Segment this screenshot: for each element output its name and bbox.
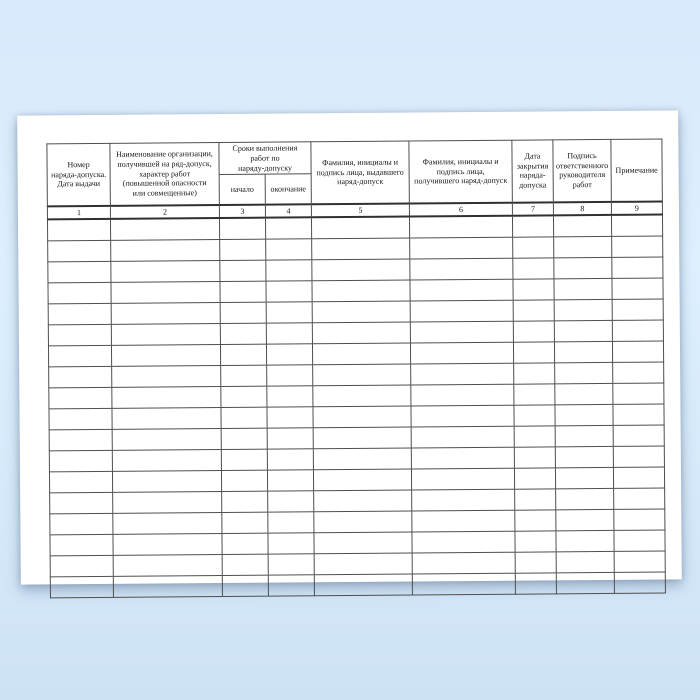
table-cell — [412, 573, 515, 595]
table-cell — [268, 491, 314, 512]
table-cell — [112, 470, 221, 492]
table-cell — [111, 344, 220, 366]
table-cell — [220, 260, 266, 281]
table-cell — [554, 341, 612, 362]
table-cell — [313, 364, 411, 386]
table-cell — [313, 448, 411, 470]
table-cell — [411, 468, 514, 490]
table-cell — [266, 323, 312, 344]
table-cell — [220, 344, 266, 365]
header-receiver-name-signature: Фамилия, инициалы и подпись лица, получившего наряд-допуск — [409, 140, 512, 203]
table-cell — [556, 551, 614, 572]
table-cell — [555, 383, 613, 404]
column-number-cell: 7 — [512, 202, 553, 215]
column-number-cell: 3 — [219, 204, 265, 217]
table-cell — [48, 240, 111, 261]
table-cell — [555, 467, 613, 488]
table-cell — [614, 509, 665, 530]
table-cell — [112, 407, 221, 429]
table-cell — [314, 490, 412, 512]
table-cell — [266, 281, 312, 302]
table-cell — [513, 300, 554, 321]
table-cell — [613, 362, 664, 383]
table-cell — [50, 492, 113, 513]
header-permit-close-date: Дата закрытия наряда- допуска — [512, 140, 553, 203]
table-cell — [312, 259, 410, 281]
table-cell — [554, 257, 612, 278]
table-cell — [222, 533, 268, 554]
table-cell — [267, 449, 313, 470]
table-cell — [268, 554, 314, 575]
table-cell — [611, 214, 662, 236]
table-cell — [514, 384, 555, 405]
table-cell — [613, 404, 664, 425]
table-cell — [514, 447, 555, 468]
table-cell — [222, 512, 268, 533]
table-cell — [49, 366, 112, 387]
table-cell — [555, 446, 613, 467]
table-cell — [112, 428, 221, 450]
table-cell — [111, 323, 220, 345]
table-cell — [221, 386, 267, 407]
permit-journal-table — [46, 139, 666, 599]
table-cell — [313, 406, 411, 428]
table-cell — [48, 303, 111, 324]
table-cell — [268, 533, 314, 554]
table-cell — [112, 365, 221, 387]
table-cell — [613, 383, 664, 404]
table-cell — [514, 405, 555, 426]
table-cell — [220, 323, 266, 344]
column-number-cell: 4 — [265, 204, 311, 217]
table-cell — [222, 491, 268, 512]
table-cell — [313, 385, 411, 407]
table-cell — [556, 572, 614, 593]
table-cell — [555, 404, 613, 425]
table-cell — [268, 575, 314, 596]
table-cell — [513, 258, 554, 279]
table-cell — [613, 467, 664, 488]
table-cell — [49, 387, 112, 408]
table-cell — [612, 320, 663, 341]
header-row-main — [47, 139, 662, 176]
table-cell — [266, 260, 312, 281]
table-cell — [312, 301, 410, 323]
table-cell — [47, 219, 110, 241]
table-cell — [515, 531, 556, 552]
table-cell — [312, 280, 410, 302]
table-cell — [112, 449, 221, 471]
table-cell — [411, 426, 514, 448]
table-cell — [513, 321, 554, 342]
table-cell — [49, 429, 112, 450]
column-number-cell: 6 — [409, 202, 512, 216]
table-cell — [267, 407, 313, 428]
table-body — [47, 214, 665, 597]
table-cell — [512, 215, 553, 237]
table-cell — [515, 489, 556, 510]
table-cell — [614, 530, 665, 551]
table-cell — [554, 320, 612, 341]
table-cell — [312, 343, 410, 365]
table-cell — [50, 534, 113, 555]
table-cell — [555, 425, 613, 446]
table-cell — [410, 279, 513, 301]
table-cell — [220, 302, 266, 323]
table-cell — [267, 470, 313, 491]
header-note: Примечание — [611, 139, 662, 202]
column-number-cell: 5 — [311, 203, 409, 217]
table-cell — [411, 384, 514, 406]
table-cell — [411, 363, 514, 385]
column-number-cell: 9 — [611, 201, 662, 214]
table-cell — [513, 342, 554, 363]
table-cell — [554, 278, 612, 299]
table-cell — [614, 551, 665, 572]
table-cell — [111, 281, 220, 303]
header-work-dates-group: Сроки выполнения работ по наряду-допуску — [219, 142, 311, 175]
table-cell — [514, 468, 555, 489]
header-organization-work-type: Наименование организации, получившей на ряд-допуск, характер работ (повышенной опасности или совмещенные) — [110, 143, 219, 206]
column-number-cell: 8 — [553, 202, 611, 215]
table-cell — [410, 300, 513, 322]
table-cell — [113, 491, 222, 513]
table-cell — [410, 321, 513, 343]
table-cell — [220, 281, 266, 302]
table-cell — [614, 572, 665, 593]
table-cell — [112, 386, 221, 408]
table-cell — [612, 278, 663, 299]
table-cell — [515, 552, 556, 573]
table-cell — [266, 302, 312, 323]
table-cell — [49, 408, 112, 429]
table-cell — [219, 217, 265, 239]
table-cell — [48, 282, 111, 303]
table-cell — [313, 427, 411, 449]
table-cell — [314, 532, 412, 554]
table-cell — [553, 215, 611, 237]
table-cell — [554, 299, 612, 320]
table-cell — [612, 236, 663, 257]
table-cell — [111, 302, 220, 324]
table-cell — [113, 554, 222, 576]
header-supervisor-signature: Подпись ответственного руководителя работ — [553, 139, 611, 202]
table-cell — [412, 510, 515, 532]
table-cell — [314, 553, 412, 575]
table-cell — [555, 362, 613, 383]
table-cell — [113, 512, 222, 534]
table-cell — [48, 261, 111, 282]
table-cell — [556, 530, 614, 551]
table-cell — [612, 257, 663, 278]
table-cell — [222, 575, 268, 596]
table-cell — [513, 279, 554, 300]
table-cell — [50, 576, 113, 597]
table-cell — [50, 513, 113, 534]
table-cell — [614, 488, 665, 509]
table-cell — [612, 299, 663, 320]
table-cell — [222, 554, 268, 575]
table-cell — [313, 469, 411, 491]
table-cell — [267, 365, 313, 386]
table-cell — [411, 405, 514, 427]
table-cell — [266, 344, 312, 365]
table-cell — [314, 511, 412, 533]
table-cell — [515, 510, 556, 531]
header-issuer-name-signature: Фамилия, инициалы и подпись лица, выдавшего наряд-допуск — [311, 141, 409, 204]
table-cell — [314, 574, 412, 596]
table-cell — [513, 237, 554, 258]
header-end-date: окончание — [265, 174, 311, 204]
table-cell — [265, 217, 311, 239]
table-cell — [412, 531, 515, 553]
header-start-date: начало — [219, 174, 265, 204]
table-cell — [515, 573, 556, 594]
column-number-cell: 2 — [110, 205, 219, 219]
table-cell — [113, 533, 222, 555]
table-cell — [49, 471, 112, 492]
table-cell — [49, 450, 112, 471]
table-cell — [110, 218, 219, 240]
table-cell — [311, 216, 409, 238]
table-cell — [220, 239, 266, 260]
table-cell — [556, 488, 614, 509]
table-cell — [221, 365, 267, 386]
table-cell — [410, 258, 513, 280]
table-cell — [613, 446, 664, 467]
header-permit-number-date: Номер наряда-допуска. Дата выдачи — [47, 143, 110, 206]
document-page — [17, 110, 682, 584]
table-cell — [613, 425, 664, 446]
table-cell — [221, 449, 267, 470]
table-cell — [312, 322, 410, 344]
table-row — [50, 572, 665, 598]
table-cell — [410, 342, 513, 364]
table-cell — [266, 239, 312, 260]
table-cell — [556, 509, 614, 530]
table-cell — [412, 552, 515, 574]
table-cell — [267, 428, 313, 449]
table-cell — [410, 237, 513, 259]
table-cell — [113, 575, 222, 597]
table-cell — [221, 470, 267, 491]
table-cell — [268, 512, 314, 533]
table-cell — [409, 215, 512, 237]
column-number-cell: 1 — [47, 206, 110, 219]
table-cell — [267, 386, 313, 407]
table-cell — [312, 238, 410, 260]
table-cell — [514, 426, 555, 447]
table-cell — [412, 489, 515, 511]
table-cell — [48, 324, 111, 345]
table-cell — [612, 341, 663, 362]
table-cell — [554, 236, 612, 257]
table-cell — [221, 428, 267, 449]
table-cell — [111, 260, 220, 282]
table-cell — [411, 447, 514, 469]
table-cell — [50, 555, 113, 576]
table-cell — [111, 239, 220, 261]
table-cell — [48, 345, 111, 366]
table-cell — [221, 407, 267, 428]
table-cell — [514, 363, 555, 384]
